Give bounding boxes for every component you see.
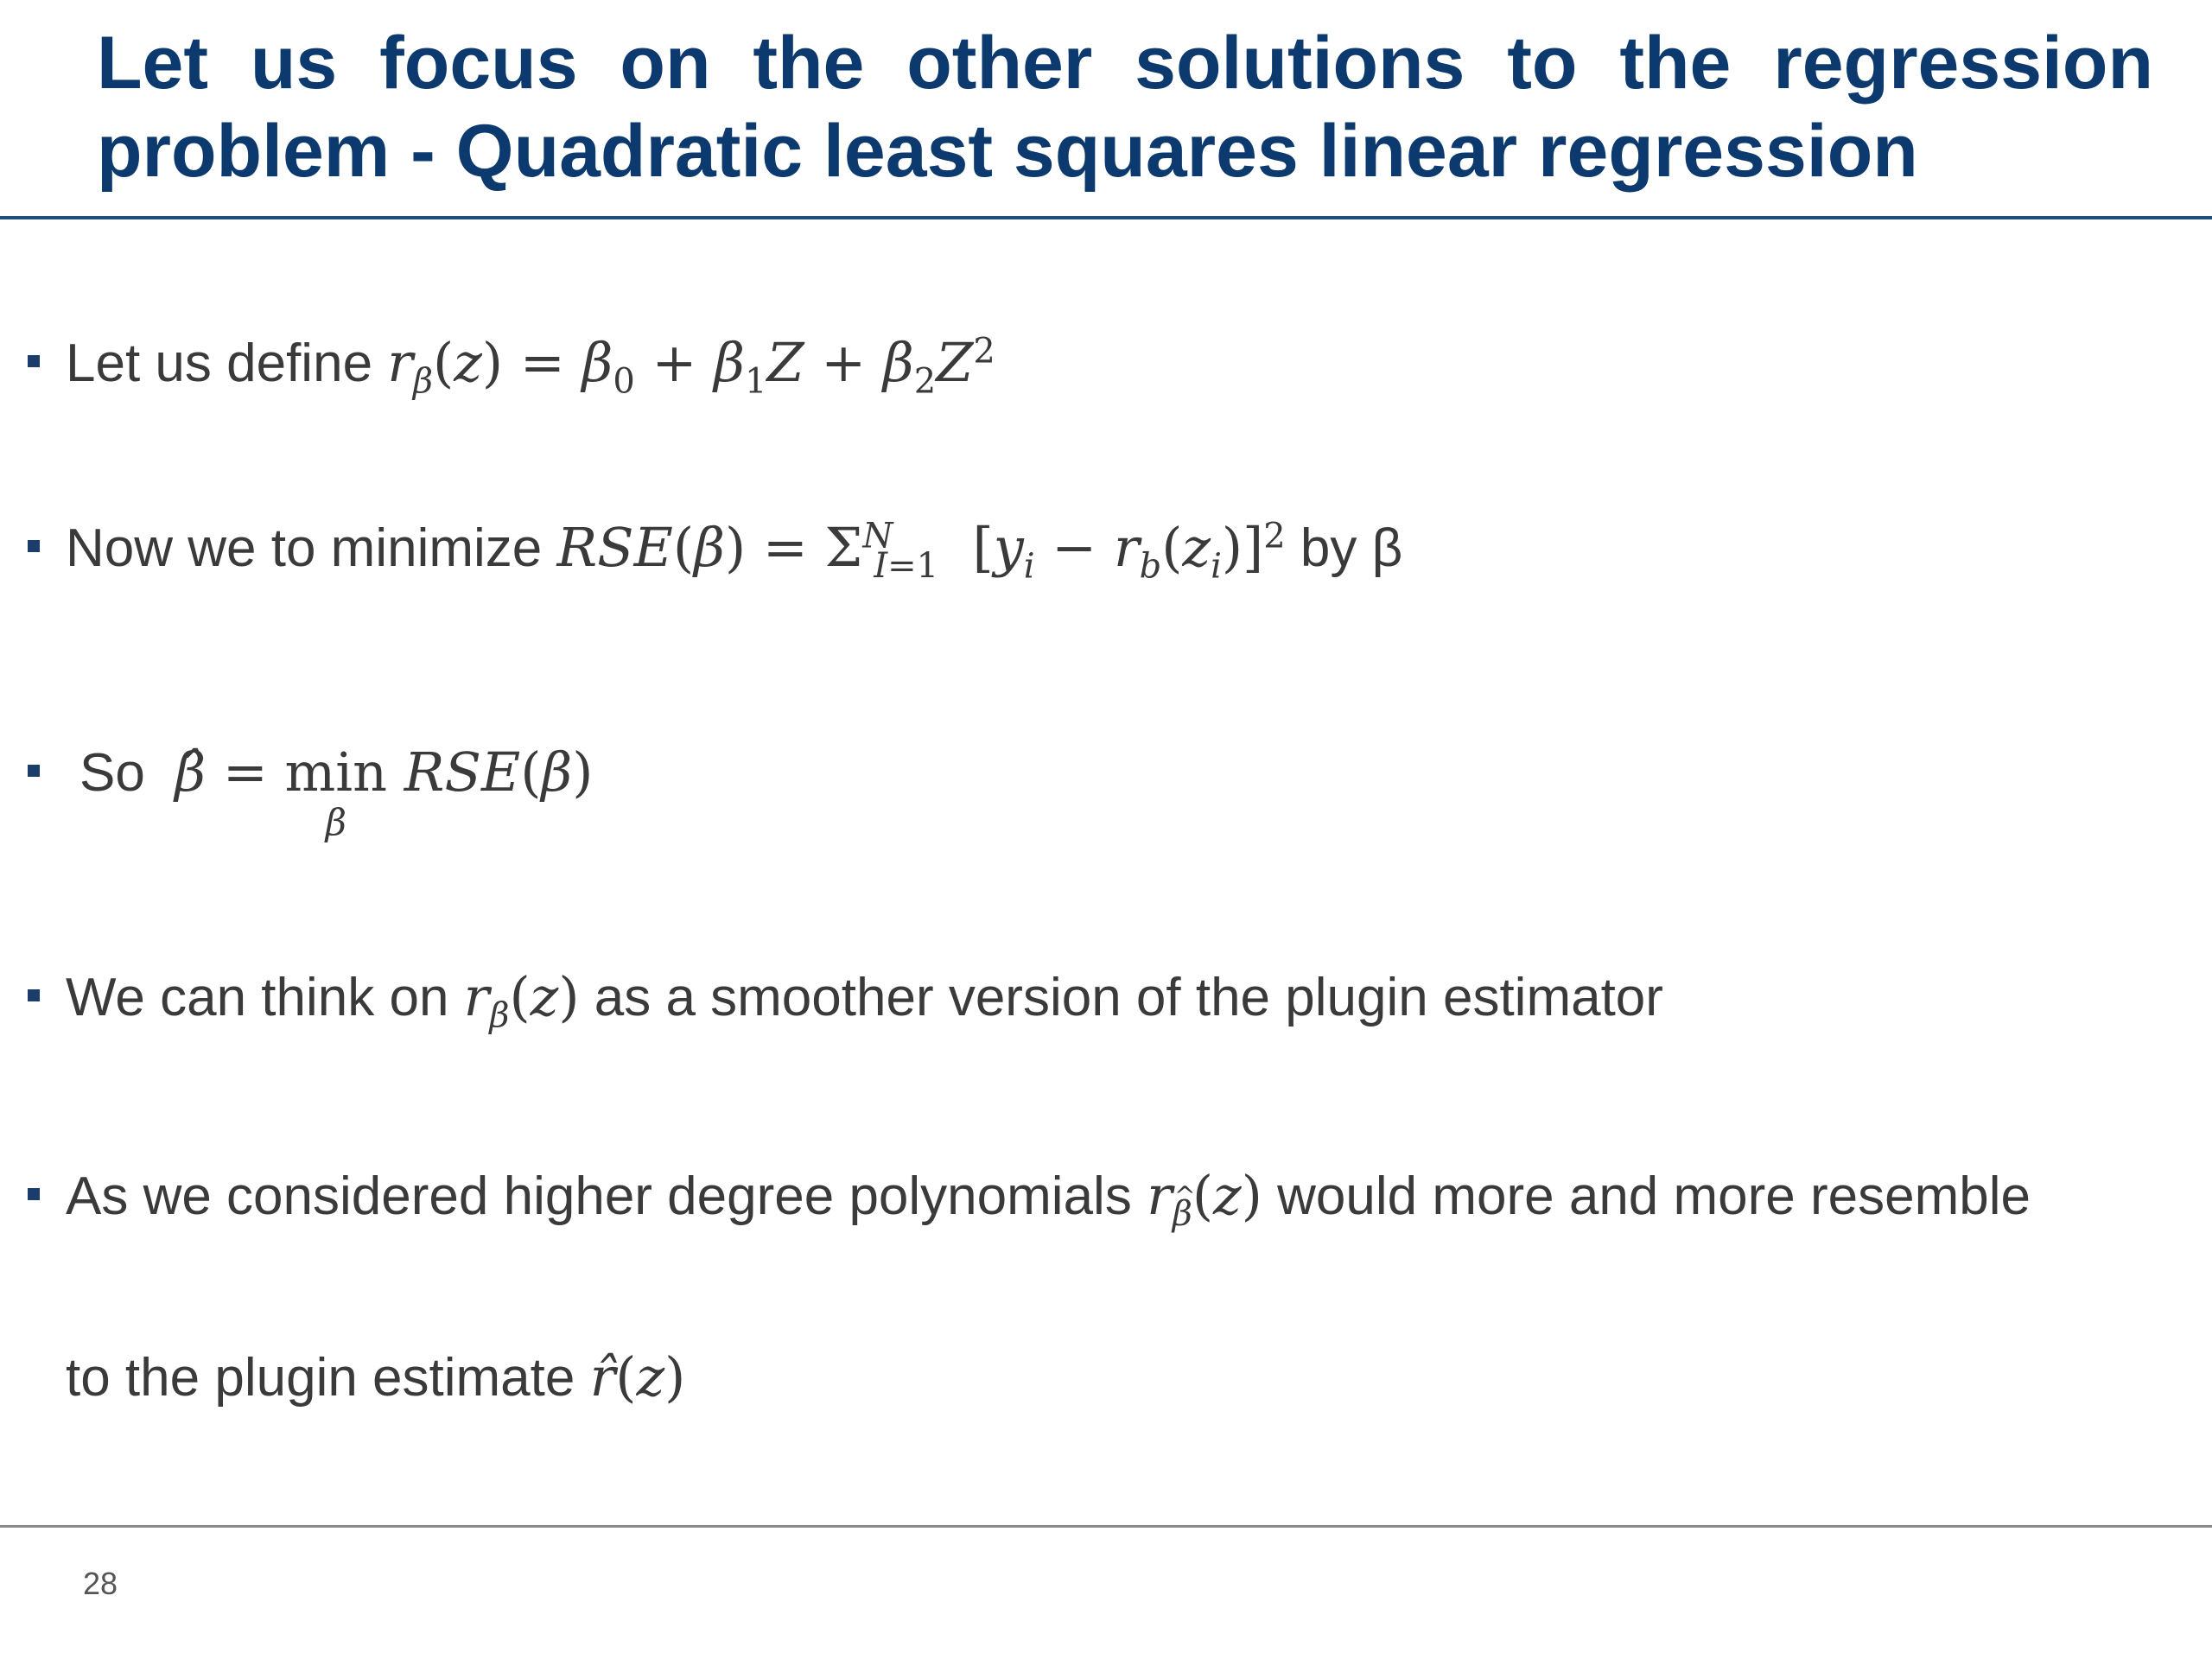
slide-title <box>97 19 2153 195</box>
bullet-marker-icon <box>28 989 40 1001</box>
bullet-formula: $r_\beta(z)$ <box>1147 1164 1262 1235</box>
bullet-formula: $r_\beta(z) = \beta_0 + \beta_1Z + \beta_2Z^2$ <box>387 331 995 402</box>
bullet-text <box>79 741 594 843</box>
bullet-text-before: Let us define <box>66 334 388 393</box>
slide-title-line-1: Let us focus on the other solutions to the regression <box>97 22 2153 105</box>
bullet-formula: $RSE(\beta) = \Sigma^N_{I=1}$ $[y_i - r_b(z_i)]^2$ <box>556 516 1286 587</box>
bullet-text-before: Now we to minimize <box>66 518 557 578</box>
bullet-text <box>66 1164 2031 1235</box>
continuation-formula: r̂(z) <box>589 1345 686 1408</box>
bullet-marker-icon <box>28 355 40 367</box>
bullet-text-before: We can think on <box>66 968 464 1027</box>
bullet-formula: $r_\beta(z)$ <box>463 965 580 1036</box>
bullet-text <box>66 965 1663 1036</box>
title-divider <box>0 216 2212 219</box>
bullet-marker-icon <box>28 765 40 777</box>
bullet-marker-icon <box>28 1188 40 1200</box>
bullet-text-after: would more and more resemble <box>1262 1166 2031 1226</box>
bullet-text-before: So <box>79 743 161 803</box>
bullet-marker-icon <box>28 540 40 552</box>
bullet-formula: β̂ = min β RSE(β) <box>175 741 594 843</box>
bullet-text <box>66 516 1403 587</box>
footer-divider <box>0 1525 2212 1528</box>
bullet-item-5-continuation <box>66 1346 685 1409</box>
bullet-text-after: by β <box>1285 518 1403 578</box>
bullet-text <box>66 331 995 402</box>
continuation-text: to the plugin estimate <box>66 1348 590 1408</box>
bullet-text-after: as a smoother version of the plugin estimator <box>579 968 1663 1027</box>
bullet-text-before: As we considered higher degree polynomials <box>66 1166 1147 1226</box>
slide-title-line-2: problem - Quadratic least squares linear regression <box>97 110 1918 193</box>
page-number: 28 <box>83 1566 118 1601</box>
